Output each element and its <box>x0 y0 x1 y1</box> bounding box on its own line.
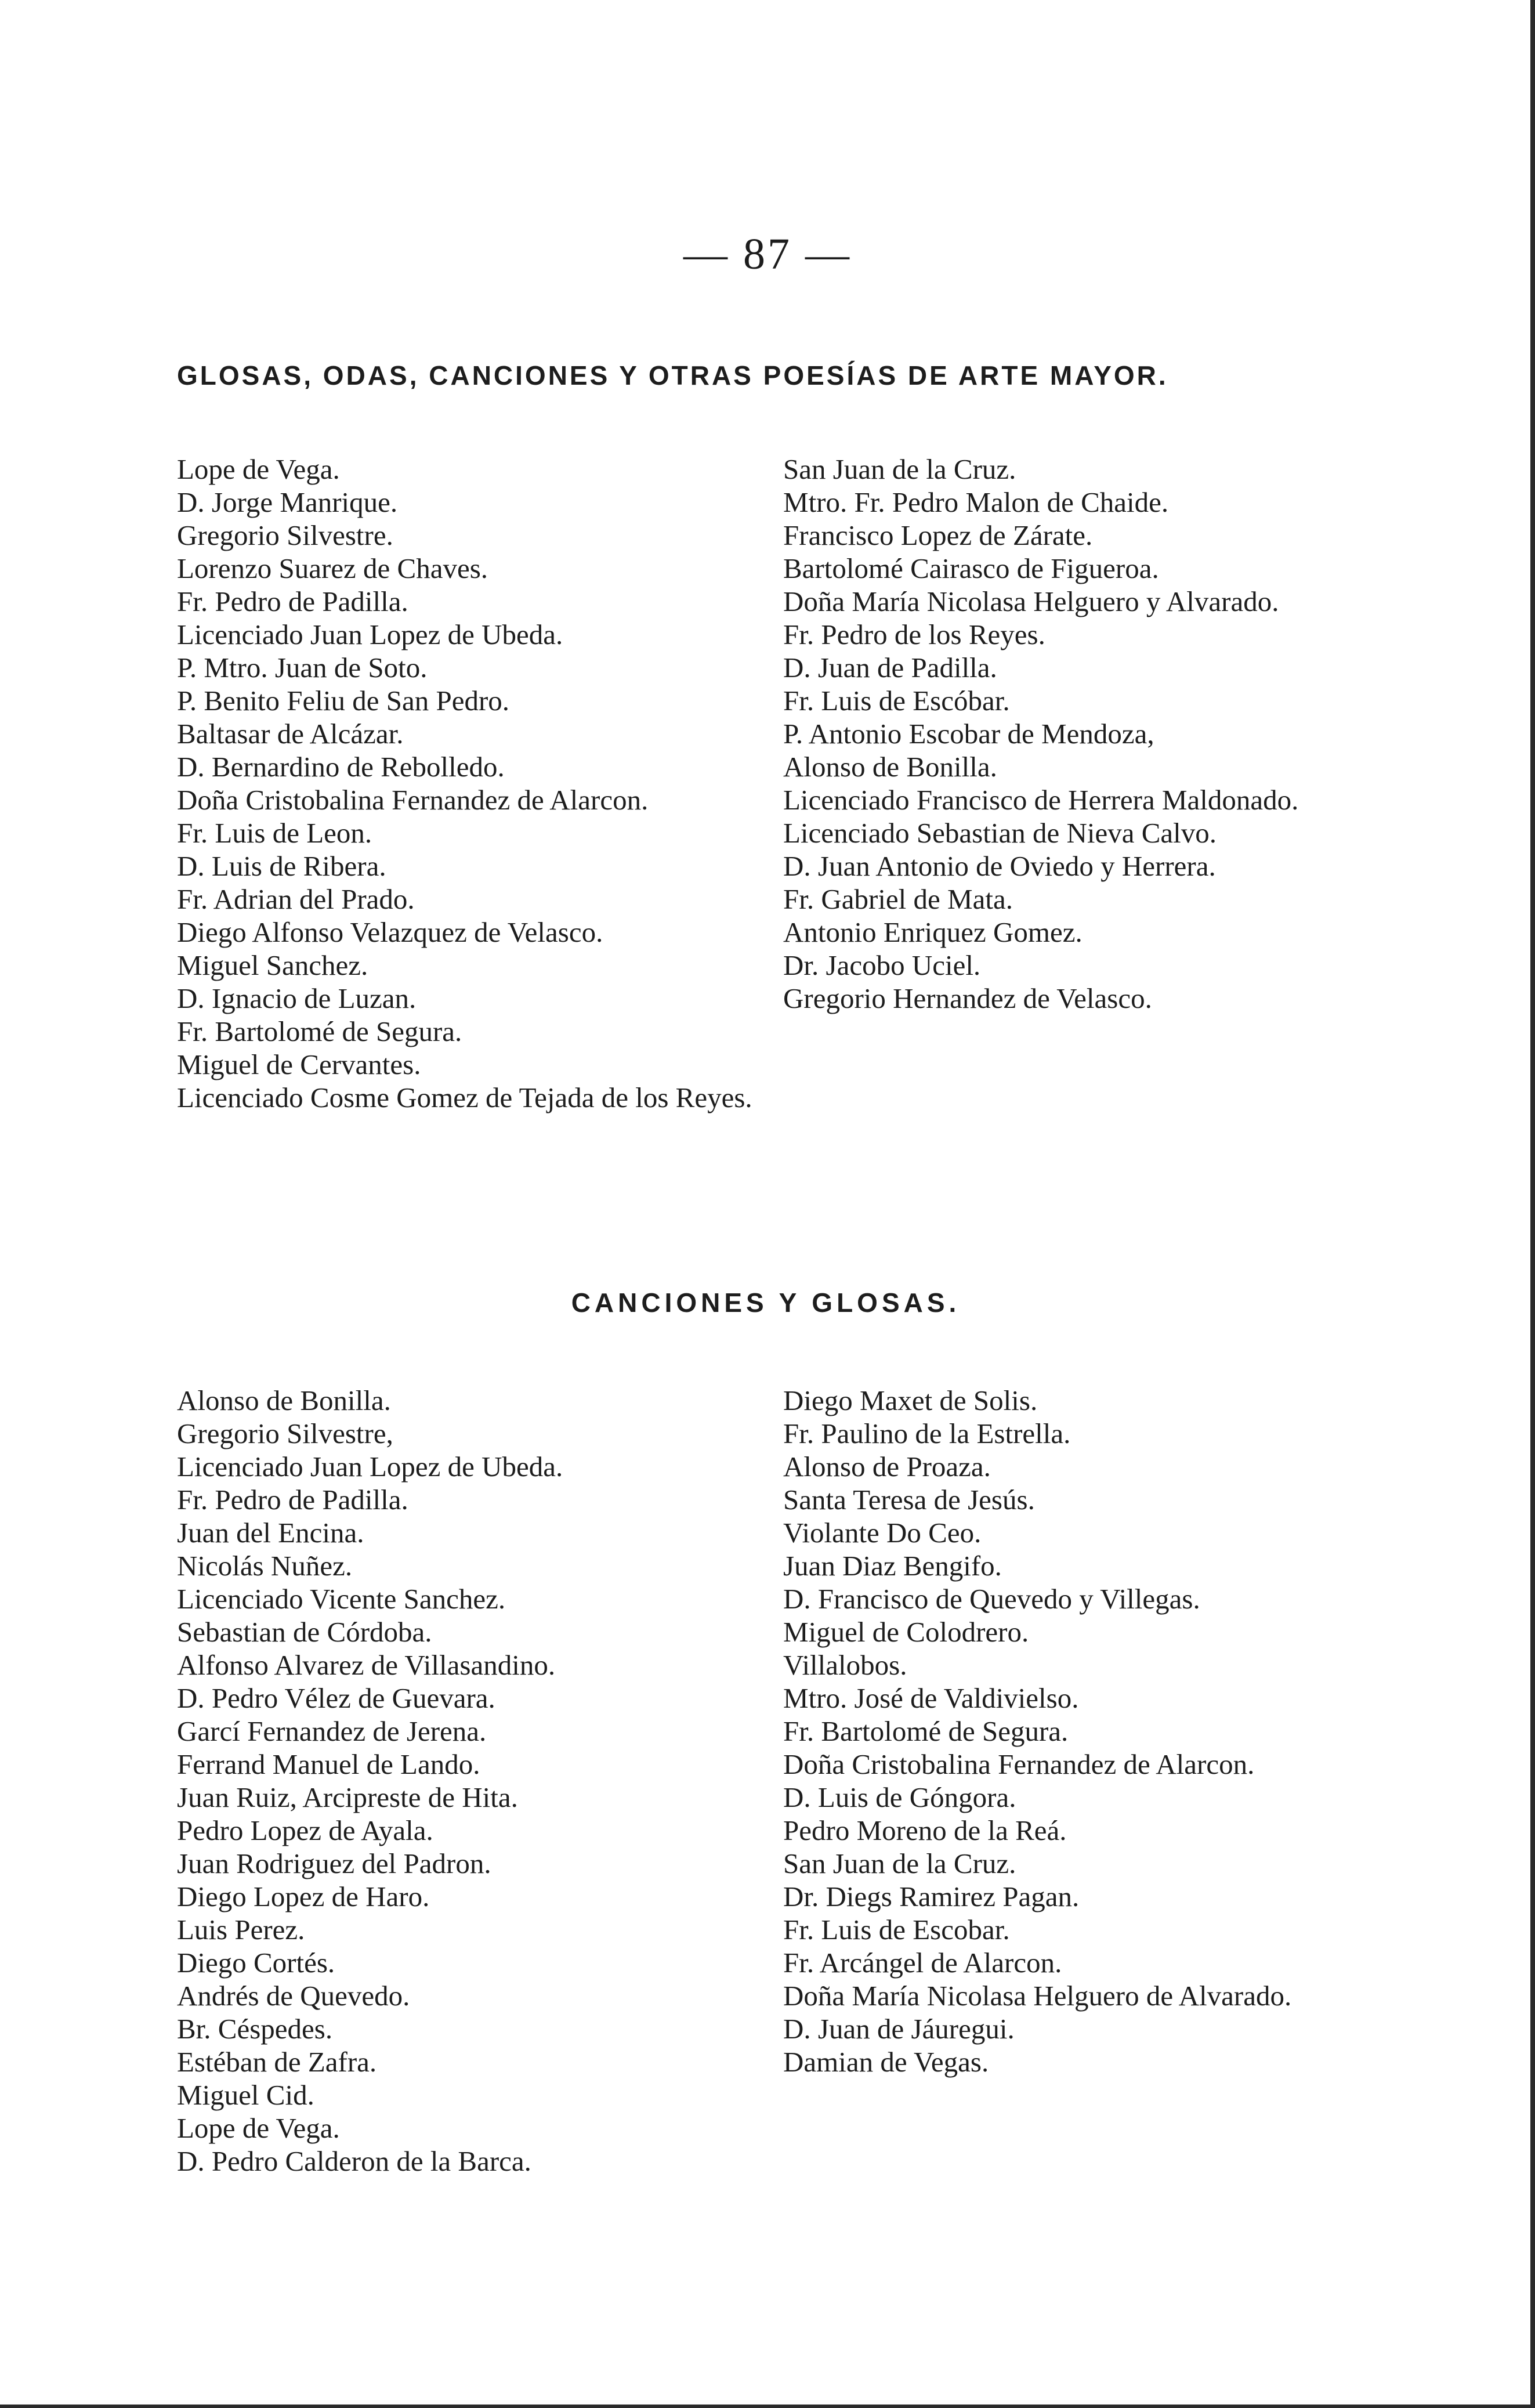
author-entry: Alonso de Bonilla. <box>177 1384 391 1416</box>
author-entry: Doña María Nicolasa Helguero de Alvarado. <box>783 1980 1292 2012</box>
author-entry: Miguel de Cervantes. <box>177 1048 421 1080</box>
author-entry: Licenciado Juan Lopez de Ubeda. <box>177 619 563 650</box>
author-entry: Licenciado Sebastian de Nieva Calvo. <box>783 817 1217 849</box>
page-number: — 87 — <box>683 230 852 279</box>
author-entry: D. Francisco de Quevedo y Villegas. <box>783 1583 1200 1615</box>
author-entry: Lorenzo Suarez de Chaves. <box>177 552 488 584</box>
author-entry: D. Pedro Vélez de Guevara. <box>177 1682 495 1714</box>
author-entry: Sebastian de Córdoba. <box>177 1616 432 1648</box>
author-entry: Miguel Cid. <box>177 2079 314 2111</box>
author-entry: Fr. Pedro de Padilla. <box>177 585 408 617</box>
author-entry: Fr. Gabriel de Mata. <box>783 883 1013 915</box>
authors-column-left <box>177 453 757 1114</box>
author-entry: Fr. Luis de Escobar. <box>783 1914 1010 1946</box>
author-entry: Juan Rodriguez del Padron. <box>177 1847 491 1879</box>
author-entry: Santa Teresa de Jesús. <box>783 1484 1035 1516</box>
author-entry: D. Juan de Jáuregui. <box>783 2013 1015 2045</box>
author-entry: Mtro. José de Valdivielso. <box>783 1682 1079 1714</box>
author-entry: D. Pedro Calderon de la Barca. <box>177 2145 531 2177</box>
author-entry: Licenciado Francisco de Herrera Maldonado. <box>783 784 1299 816</box>
author-entry: Br. Céspedes. <box>177 2013 333 2045</box>
author-entry: P. Mtro. Juan de Soto. <box>177 652 428 684</box>
author-entry: Nicolás Nuñez. <box>177 1550 353 1582</box>
author-entry: Damian de Vegas. <box>783 2046 989 2078</box>
author-entry: Alfonso Alvarez de Villasandino. <box>177 1649 556 1681</box>
authors-column-right <box>783 1384 1363 2078</box>
author-entry: Juan del Encina. <box>177 1517 364 1549</box>
author-entry: Lope de Vega. <box>177 453 340 485</box>
author-entry: Licenciado Juan Lopez de Ubeda. <box>177 1451 563 1483</box>
author-entry: D. Ignacio de Luzan. <box>177 982 417 1014</box>
author-entry: Fr. Adrian del Prado. <box>177 883 415 915</box>
author-entry: Estéban de Zafra. <box>177 2046 377 2078</box>
author-entry: D. Luis de Ribera. <box>177 850 386 882</box>
author-entry: San Juan de la Cruz. <box>783 1847 1016 1879</box>
author-entry: Miguel de Colodrero. <box>783 1616 1029 1648</box>
author-entry: Fr. Paulino de la Estrella. <box>783 1418 1071 1449</box>
author-entry: Juan Ruiz, Arcipreste de Hita. <box>177 1781 518 1813</box>
author-entry: Dr. Jacobo Uciel. <box>783 949 981 981</box>
author-entry: Antonio Enriquez Gomez. <box>783 916 1083 948</box>
section-title-arte-mayor: GLOSAS, ODAS, CANCIONES Y OTRAS POESÍAS DE ARTE MAYOR. <box>177 360 1168 391</box>
author-entry: Fr. Luis de Escóbar. <box>783 685 1010 717</box>
author-entry: Fr. Bartolomé de Segura. <box>177 1015 462 1047</box>
author-entry: Ferrand Manuel de Lando. <box>177 1748 480 1780</box>
author-entry: Violante Do Ceo. <box>783 1517 982 1549</box>
authors-column-right <box>783 453 1363 1015</box>
author-entry: Alonso de Bonilla. <box>783 751 997 783</box>
author-entry: Baltasar de Alcázar. <box>177 718 404 750</box>
author-entry: Licenciado Vicente Sanchez. <box>177 1583 506 1615</box>
author-entry: Juan Diaz Bengifo. <box>783 1550 1002 1582</box>
author-entry: Miguel Sanchez. <box>177 949 368 981</box>
author-entry: San Juan de la Cruz. <box>783 453 1016 485</box>
author-entry: Gregorio Silvestre. <box>177 519 393 551</box>
author-entry: Gregorio Silvestre, <box>177 1418 393 1449</box>
author-entry: Doña Cristobalina Fernandez de Alarcon. <box>783 1748 1255 1780</box>
author-entry: P. Antonio Escobar de Mendoza, <box>783 718 1154 750</box>
author-entry: Lope de Vega. <box>177 2112 340 2144</box>
author-entry: Fr. Pedro de los Reyes. <box>783 619 1045 650</box>
author-entry: Gregorio Hernandez de Velasco. <box>783 982 1152 1014</box>
author-entry: Garcí Fernandez de Jerena. <box>177 1715 487 1747</box>
author-entry: Fr. Arcángel de Alarcon. <box>783 1947 1062 1979</box>
author-entry: Dr. Diegs Ramirez Pagan. <box>783 1881 1080 1912</box>
author-entry: Licenciado Cosme Gomez de Tejada de los Reyes. <box>177 1082 752 1113</box>
author-entry: Diego Alfonso Velazquez de Velasco. <box>177 916 603 948</box>
author-entry: Francisco Lopez de Zárate. <box>783 519 1093 551</box>
author-entry: Doña María Nicolasa Helguero y Alvarado. <box>783 585 1279 617</box>
authors-column-left <box>177 1384 757 2178</box>
author-entry: D. Luis de Góngora. <box>783 1781 1016 1813</box>
author-entry: Fr. Luis de Leon. <box>177 817 372 849</box>
author-entry: Villalobos. <box>783 1649 907 1681</box>
author-entry: Diego Maxet de Solis. <box>783 1384 1038 1416</box>
author-entry: Diego Cortés. <box>177 1947 335 1979</box>
author-entry: Pedro Lopez de Ayala. <box>177 1814 433 1846</box>
author-entry: Luis Perez. <box>177 1914 305 1946</box>
author-entry: Doña Cristobalina Fernandez de Alarcon. <box>177 784 649 816</box>
author-entry: Alonso de Proaza. <box>783 1451 991 1483</box>
author-entry: D. Jorge Manrique. <box>177 486 398 518</box>
author-entry: Fr. Pedro de Padilla. <box>177 1484 408 1516</box>
author-entry: Diego Lopez de Haro. <box>177 1881 430 1912</box>
section-title-canciones-glosas: CANCIONES Y GLOSAS. <box>571 1288 961 1318</box>
author-entry: Mtro. Fr. Pedro Malon de Chaide. <box>783 486 1169 518</box>
author-entry: D. Bernardino de Rebolledo. <box>177 751 505 783</box>
author-entry: P. Benito Feliu de San Pedro. <box>177 685 510 717</box>
author-entry: D. Juan Antonio de Oviedo y Herrera. <box>783 850 1216 882</box>
author-entry: Fr. Bartolomé de Segura. <box>783 1715 1069 1747</box>
author-entry: Bartolomé Cairasco de Figueroa. <box>783 552 1159 584</box>
author-entry: D. Juan de Padilla. <box>783 652 997 684</box>
author-entry: Pedro Moreno de la Reá. <box>783 1814 1067 1846</box>
author-entry: Andrés de Quevedo. <box>177 1980 410 2012</box>
